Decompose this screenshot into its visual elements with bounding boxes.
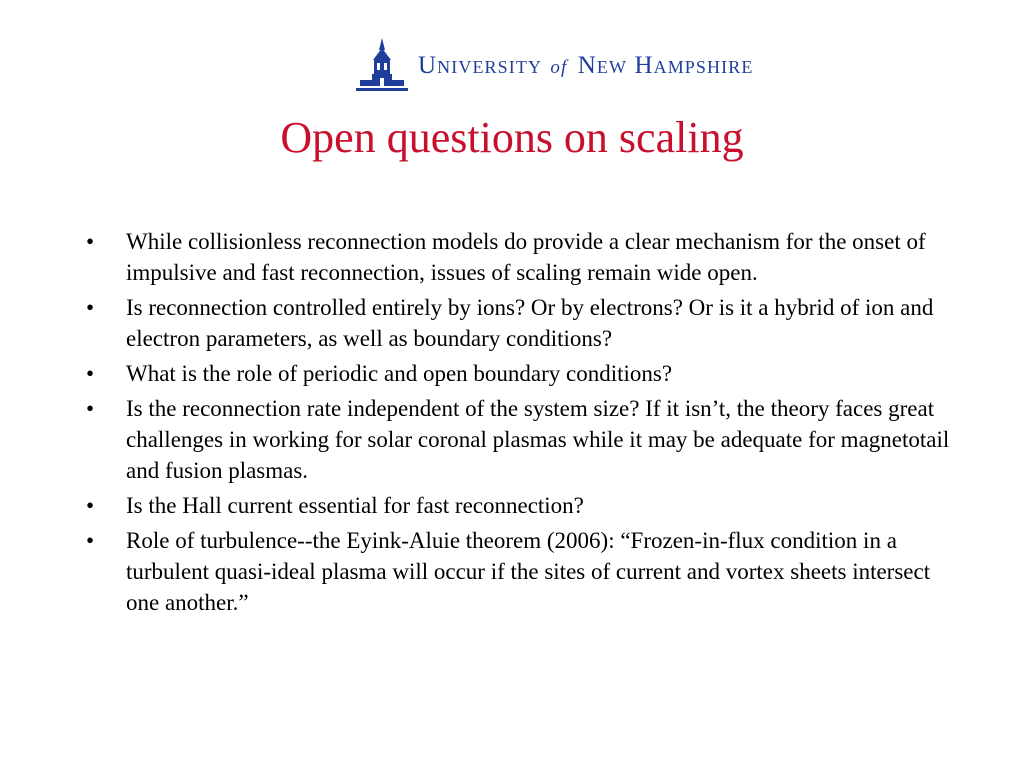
bullet-item (86, 358, 956, 389)
bullet-text: Is reconnection controlled entirely by ions? Or by electrons? Or is it a hybrid of ion and electron parameters, as well as boundary conditions? (126, 295, 934, 351)
bullet-text: What is the role of periodic and open boundary conditions? (126, 361, 673, 386)
logo-word-university: University (418, 52, 543, 79)
unh-logo (356, 38, 753, 94)
bullet-text: Role of turbulence--the Eyink-Aluie theorem (2006): “Frozen-in-flux condition in a turbulent quasi-ideal plasma will occur if the sites of current and vortex sheets intersect one another.” (126, 528, 931, 615)
logo-word-new-hampshire: New Hampshire (577, 52, 754, 79)
bullet-item (86, 393, 956, 486)
bullet-item (86, 490, 956, 521)
bullet-text: While collisionless reconnection models do provide a clear mechanism for the onset of impulsive and fast reconnection, issues of scaling remain wide open. (126, 229, 926, 285)
slide-title: Open questions on scaling (280, 113, 744, 162)
bullet-marker: • (86, 493, 95, 518)
bullet-marker: • (86, 528, 95, 553)
bullet-item (86, 226, 956, 288)
bullet-marker: • (86, 295, 95, 320)
bullet-marker: • (86, 396, 95, 421)
bullet-text: Is the Hall current essential for fast reconnection? (126, 493, 584, 518)
bullet-marker: • (86, 361, 95, 386)
bullet-item (86, 292, 956, 354)
bullet-marker: • (86, 229, 95, 254)
logo-wordmark (418, 52, 753, 80)
logo-word-of: of (550, 57, 568, 78)
bell-tower-icon (356, 38, 408, 94)
bullet-item (86, 525, 956, 618)
bullet-text: Is the reconnection rate independent of the system size? If it isn’t, the theory faces great challenges in working for solar coronal plasmas while it may be adequate for magnetotail and fusion plasmas. (126, 396, 950, 483)
bullet-list (86, 226, 956, 622)
